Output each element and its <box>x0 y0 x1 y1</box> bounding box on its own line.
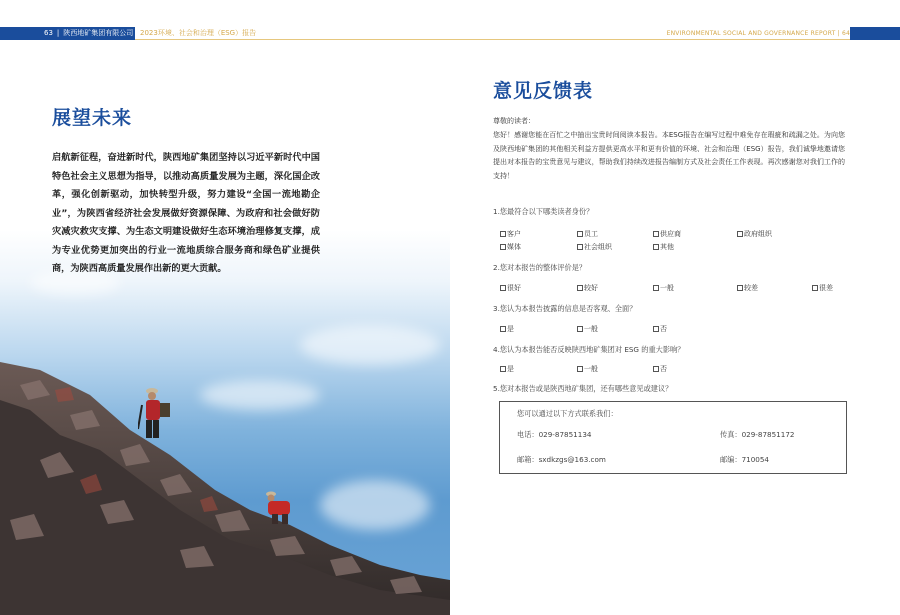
question-3: 3.您认为本报告披露的信息是否客观、全面？ <box>493 304 637 313</box>
header-report-title-en-text: ENVIRONMENTAL SOCIAL AND GOVERNANCE REPORT <box>666 30 836 37</box>
checkbox-icon[interactable] <box>737 285 743 291</box>
option-label: 是 <box>507 325 514 333</box>
intro-paragraph: 您好！感谢您能在百忙之中抽出宝贵时间阅读本报告。本ESG报告在编写过程中难免存在瑕疵和疏漏之处。为向您及陕西地矿集团的其他相关利益方提供更高水平和更有价值的环境、社会和治理（ESG）报告，我们诚挚地邀请您提出对本报告的宝贵意见与建议，帮助我们持续改进报告编制方式及社会责任工作表现。再次感谢您对我们工作的支持！ <box>493 131 845 180</box>
contact-phone: 电话：029-87851134 <box>517 430 592 439</box>
checkbox-icon[interactable] <box>653 244 659 250</box>
option-label: 较好 <box>584 284 598 292</box>
contact-postcode: 邮编：710054 <box>720 455 770 464</box>
left-page-body: 启航新征程，奋进新时代，陕西地矿集团坚持以习近平新时代中国特色社会主义思想为指导，以推动高质量发展为主题，深化国企改革，强化创新驱动，加快转型升级，努力建设“全国一流地勘企业”，为陕西省经济社会发展做好资源保障、为政府和社会做好防灾减灾救灾支撑、为生态文明建设做好生态环境治理修复支撑，成为专业优势更加突出的行业一流地质综合服务商和绿色矿业提供商，为陕西高质量发展作出新的更大贡献。 <box>52 152 320 274</box>
option-label: 员工 <box>584 230 598 238</box>
checkbox-icon[interactable] <box>653 326 659 332</box>
checkbox-option[interactable] <box>500 324 514 334</box>
checkbox-icon[interactable] <box>577 366 583 372</box>
checkbox-option[interactable] <box>577 242 612 252</box>
checkbox-icon[interactable] <box>577 326 583 332</box>
checkbox-option[interactable] <box>500 242 521 252</box>
left-page-number: 63 <box>44 29 53 37</box>
option-label: 很好 <box>507 284 521 292</box>
checkbox-icon[interactable] <box>737 231 743 237</box>
contact-email: 邮箱：sxdkzgs@163.com <box>517 455 606 464</box>
option-label: 一般 <box>584 365 598 373</box>
header-report-title-en: ENVIRONMENTAL SOCIAL AND GOVERNANCE REPORT | 64 <box>666 30 850 37</box>
checkbox-icon[interactable] <box>500 244 506 250</box>
checkbox-icon[interactable] <box>500 326 506 332</box>
hiker-figure <box>138 385 188 455</box>
checkbox-icon[interactable] <box>500 285 506 291</box>
checkbox-option[interactable] <box>653 229 681 239</box>
checkbox-option[interactable] <box>653 324 667 334</box>
rocky-hillside-image <box>0 340 450 615</box>
header-report-title: 2023环境、社会和治理（ESG）报告 <box>140 29 257 37</box>
option-label: 客户 <box>507 230 521 238</box>
option-label: 一般 <box>584 325 598 333</box>
question-1: 1.您最符合以下哪类读者身份？ <box>493 207 594 216</box>
option-label: 其他 <box>660 243 674 251</box>
hiker-figure <box>262 488 302 528</box>
checkbox-option[interactable] <box>812 283 833 293</box>
option-label: 很差 <box>819 284 833 292</box>
checkbox-icon[interactable] <box>577 231 583 237</box>
question-2: 2.您对本报告的整体评价是？ <box>493 263 587 272</box>
left-page <box>0 40 450 615</box>
right-page-number: 64 <box>841 30 850 37</box>
checkbox-option[interactable] <box>500 229 521 239</box>
option-label: 一般 <box>660 284 674 292</box>
option-label: 否 <box>660 365 667 373</box>
option-label: 媒体 <box>507 243 521 251</box>
left-page-title: 展望未来 <box>52 107 133 129</box>
checkbox-icon[interactable] <box>500 231 506 237</box>
contact-fax: 传真：029-87851172 <box>720 430 795 439</box>
right-page <box>450 40 900 615</box>
question-5: 5.您对本报告或是陕西地矿集团，还有哪些意见或建议？ <box>493 384 673 393</box>
checkbox-icon[interactable] <box>577 244 583 250</box>
checkbox-option[interactable] <box>500 283 521 293</box>
option-label: 是 <box>507 365 514 373</box>
feedback-form-title: 意见反馈表 <box>493 80 594 102</box>
header-left-band <box>0 27 135 40</box>
greeting: 尊敬的读者： <box>493 117 535 125</box>
option-label: 政府组织 <box>744 230 772 238</box>
header-separator: | <box>56 29 60 37</box>
checkbox-icon[interactable] <box>577 285 583 291</box>
checkbox-option[interactable] <box>577 229 598 239</box>
checkbox-icon[interactable] <box>653 285 659 291</box>
checkbox-option[interactable] <box>653 283 674 293</box>
option-label: 供应商 <box>660 230 681 238</box>
contact-heading: 您可以通过以下方式联系我们： <box>517 409 618 418</box>
option-label: 较差 <box>744 284 758 292</box>
checkbox-option[interactable] <box>737 283 758 293</box>
checkbox-option[interactable] <box>653 242 674 252</box>
checkbox-icon[interactable] <box>500 366 506 372</box>
checkbox-option[interactable] <box>577 324 598 334</box>
contact-info-box <box>499 401 847 474</box>
checkbox-option[interactable] <box>577 283 598 293</box>
question-4: 4.您认为本报告能否反映陕西地矿集团对 ESG 的重大影响？ <box>493 345 685 354</box>
checkbox-option[interactable] <box>737 229 772 239</box>
option-label: 否 <box>660 325 667 333</box>
header-company-name: 陕西地矿集团有限公司 <box>63 29 134 37</box>
header-right-band <box>850 27 900 40</box>
checkbox-icon[interactable] <box>653 231 659 237</box>
checkbox-icon[interactable] <box>653 366 659 372</box>
checkbox-icon[interactable] <box>812 285 818 291</box>
checkbox-option[interactable] <box>500 364 514 374</box>
checkbox-option[interactable] <box>653 364 667 374</box>
option-label: 社会组织 <box>584 243 612 251</box>
checkbox-option[interactable] <box>577 364 598 374</box>
